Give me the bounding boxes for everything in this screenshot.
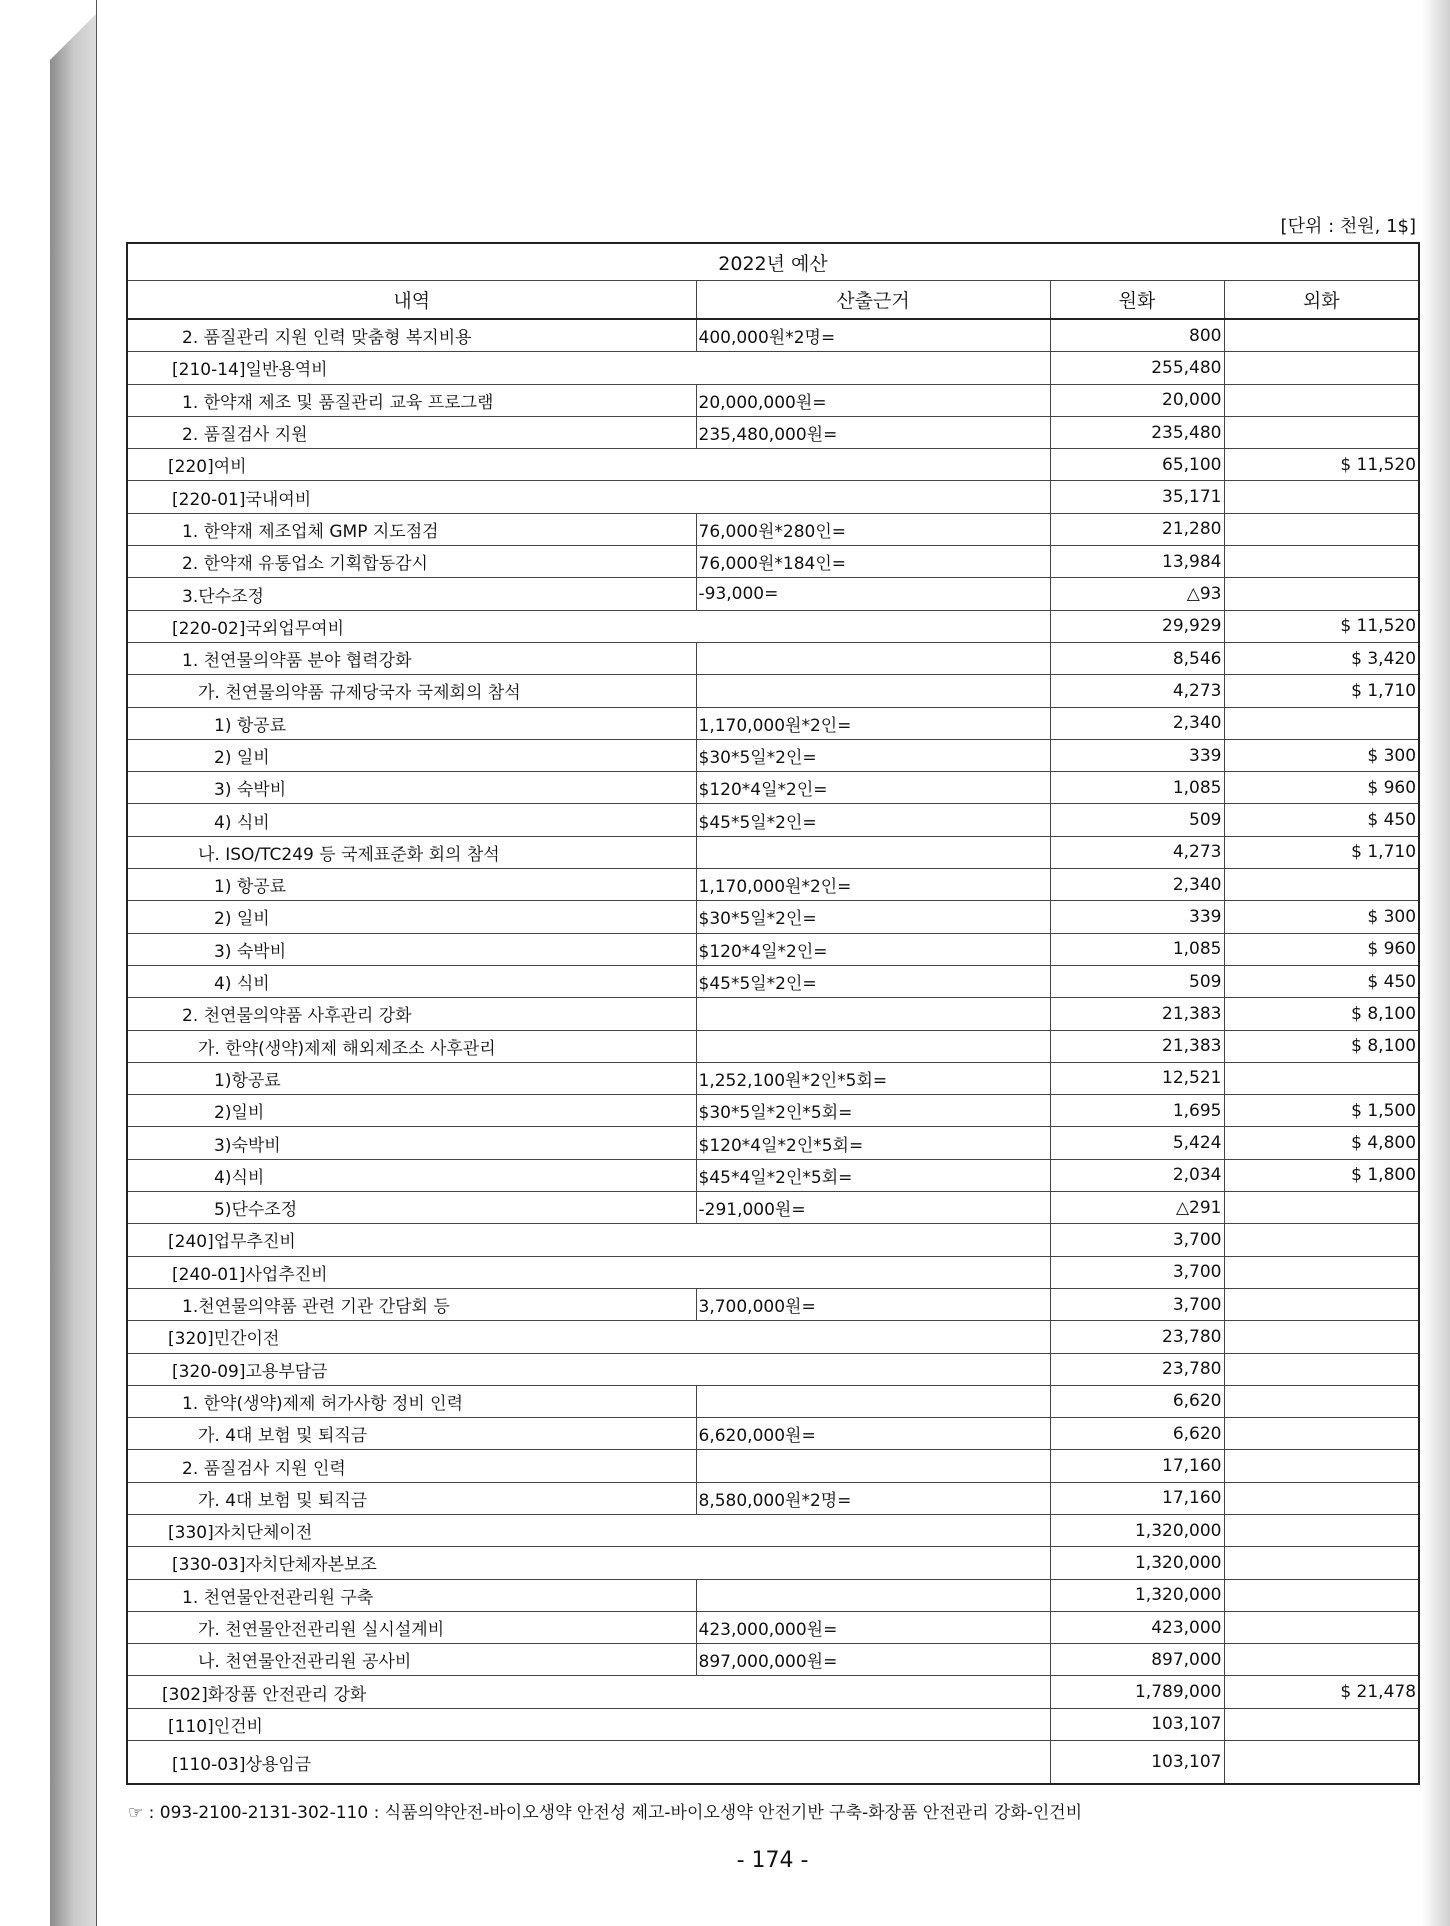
cell-krw: 2,340 — [1050, 869, 1224, 901]
cell-krw: △291 — [1050, 1192, 1224, 1224]
page-right-edge — [1422, 0, 1450, 1926]
cell-usd — [1224, 384, 1419, 416]
cell-basis: 6,620,000원= — [696, 1418, 1050, 1450]
cell-usd: $ 450 — [1224, 804, 1419, 836]
cell-item: 3) 숙박비 — [127, 933, 696, 965]
cell-item: 3.단수조정 — [127, 578, 696, 610]
table-row — [127, 1030, 1419, 1062]
cell-usd — [1224, 1450, 1419, 1482]
cell-krw: 3,700 — [1050, 1256, 1224, 1288]
cell-basis: $30*5일*2인= — [696, 739, 1050, 771]
cell-krw: 1,320,000 — [1050, 1514, 1224, 1546]
cell-basis: $30*5일*2인= — [696, 901, 1050, 933]
table-header-row — [127, 281, 1419, 320]
cell-krw: 21,383 — [1050, 1030, 1224, 1062]
cell-krw: 3,700 — [1050, 1288, 1224, 1320]
cell-krw: 13,984 — [1050, 546, 1224, 578]
cell-item: [210-14]일반용역비 — [127, 352, 1050, 384]
cell-item: 가. 한약(생약)제제 해외제조소 사후관리 — [127, 1030, 696, 1062]
table-row — [127, 675, 1419, 707]
cell-basis — [696, 998, 1050, 1030]
cell-usd — [1224, 1224, 1419, 1256]
cell-basis: $45*5일*2인= — [696, 965, 1050, 997]
cell-item: [330]자치단체이전 — [127, 1514, 1050, 1546]
table-row — [127, 1062, 1419, 1094]
table-row — [127, 1127, 1419, 1159]
cell-krw: 509 — [1050, 965, 1224, 997]
table-row — [127, 1547, 1419, 1579]
table-row — [127, 1676, 1419, 1708]
table-row — [127, 1644, 1419, 1676]
cell-krw: 1,320,000 — [1050, 1547, 1224, 1579]
table-row — [127, 772, 1419, 804]
cell-usd — [1224, 1353, 1419, 1385]
cell-usd: $ 300 — [1224, 901, 1419, 933]
cell-usd — [1224, 707, 1419, 739]
cell-item: 1. 한약재 제조업체 GMP 지도점검 — [127, 513, 696, 545]
cell-krw: 4,273 — [1050, 675, 1224, 707]
cell-basis — [696, 1385, 1050, 1417]
cell-krw: 6,620 — [1050, 1418, 1224, 1450]
cell-item: [110-03]상용임금 — [127, 1741, 1050, 1785]
cell-usd: $ 4,800 — [1224, 1127, 1419, 1159]
table-row — [127, 1418, 1419, 1450]
table-row — [127, 610, 1419, 642]
cell-krw: 1,085 — [1050, 933, 1224, 965]
cell-basis: $30*5일*2인*5회= — [696, 1095, 1050, 1127]
cell-usd — [1224, 546, 1419, 578]
cell-usd: $ 8,100 — [1224, 998, 1419, 1030]
cell-item: 2. 품질관리 지원 인력 맞춤형 복지비용 — [127, 319, 696, 352]
table-row — [127, 869, 1419, 901]
cell-krw: 1,320,000 — [1050, 1579, 1224, 1611]
cell-basis: 3,700,000원= — [696, 1288, 1050, 1320]
table-row — [127, 1482, 1419, 1514]
cell-usd: $ 960 — [1224, 933, 1419, 965]
table-row — [127, 449, 1419, 481]
unit-label: [단위 : 천원, 1$] — [1280, 216, 1416, 237]
table-title-row — [127, 243, 1419, 281]
table-body — [127, 319, 1419, 1784]
table-row — [127, 1159, 1419, 1191]
cell-usd — [1224, 1547, 1419, 1579]
table-row — [127, 707, 1419, 739]
budget-table — [126, 242, 1420, 1785]
page-number: - 174 - — [736, 1848, 809, 1873]
cell-basis: -93,000= — [696, 578, 1050, 610]
header-basis: 산출근거 — [696, 281, 1050, 320]
cell-basis — [696, 1030, 1050, 1062]
table-row — [127, 804, 1419, 836]
header-krw: 원화 — [1050, 281, 1224, 320]
cell-usd: $ 21,478 — [1224, 1676, 1419, 1708]
header-item: 내역 — [127, 281, 696, 320]
cell-basis: -291,000원= — [696, 1192, 1050, 1224]
cell-basis — [696, 836, 1050, 868]
table-row — [127, 319, 1419, 352]
table-row — [127, 513, 1419, 545]
table-row — [127, 901, 1419, 933]
table-row — [127, 1095, 1419, 1127]
cell-krw: 65,100 — [1050, 449, 1224, 481]
cell-item: 4) 식비 — [127, 804, 696, 836]
cell-krw: 2,340 — [1050, 707, 1224, 739]
cell-krw: 509 — [1050, 804, 1224, 836]
cell-basis: 1,170,000원*2인= — [696, 869, 1050, 901]
cell-item: [320]민간이전 — [127, 1321, 1050, 1353]
cell-usd — [1224, 1611, 1419, 1643]
cell-usd — [1224, 1192, 1419, 1224]
cell-krw: 800 — [1050, 319, 1224, 352]
cell-item: 2. 품질검사 지원 인력 — [127, 1450, 696, 1482]
cell-item: 가. 천연물안전관리원 실시설계비 — [127, 1611, 696, 1643]
cell-krw: 21,383 — [1050, 998, 1224, 1030]
cell-basis: 400,000원*2명= — [696, 319, 1050, 352]
cell-item: 2. 품질검사 지원 — [127, 416, 696, 448]
cell-usd — [1224, 1644, 1419, 1676]
cell-usd — [1224, 1418, 1419, 1450]
cell-basis — [696, 1579, 1050, 1611]
cell-item: 4) 식비 — [127, 965, 696, 997]
cell-krw: 339 — [1050, 901, 1224, 933]
cell-krw: 17,160 — [1050, 1450, 1224, 1482]
cell-item: [110]인건비 — [127, 1708, 1050, 1740]
cell-item: [240]업무추진비 — [127, 1224, 1050, 1256]
table-row — [127, 578, 1419, 610]
table-row — [127, 1288, 1419, 1320]
cell-item: [330-03]자치단체자본보조 — [127, 1547, 1050, 1579]
table-row — [127, 352, 1419, 384]
cell-item: 1. 한약(생약)제제 허가사항 정비 인력 — [127, 1385, 696, 1417]
cell-item: 1. 한약재 제조 및 품질관리 교육 프로그램 — [127, 384, 696, 416]
cell-item: [220-02]국외업무여비 — [127, 610, 1050, 642]
cell-item: 2. 천연물의약품 사후관리 강화 — [127, 998, 696, 1030]
cell-usd: $ 11,520 — [1224, 449, 1419, 481]
table-row — [127, 1611, 1419, 1643]
table-row — [127, 384, 1419, 416]
cell-item: 3)숙박비 — [127, 1127, 696, 1159]
cell-usd: $ 1,710 — [1224, 836, 1419, 868]
table-row — [127, 739, 1419, 771]
cell-krw: 1,789,000 — [1050, 1676, 1224, 1708]
cell-item: 2) 일비 — [127, 739, 696, 771]
cell-basis: $120*4일*2인*5회= — [696, 1127, 1050, 1159]
cell-item: 가. 4대 보험 및 퇴직금 — [127, 1418, 696, 1450]
cell-usd — [1224, 1256, 1419, 1288]
cell-krw: 8,546 — [1050, 642, 1224, 674]
table-row — [127, 1353, 1419, 1385]
cell-usd: $ 960 — [1224, 772, 1419, 804]
cell-item: [220]여비 — [127, 449, 1050, 481]
cell-krw: 1,695 — [1050, 1095, 1224, 1127]
cell-item: 2)일비 — [127, 1095, 696, 1127]
cell-item: 1) 항공료 — [127, 869, 696, 901]
cell-usd — [1224, 513, 1419, 545]
table-row — [127, 1708, 1419, 1740]
cell-krw: 4,273 — [1050, 836, 1224, 868]
cell-krw: △93 — [1050, 578, 1224, 610]
cell-usd — [1224, 319, 1419, 352]
cell-item: 1.천연물의약품 관련 기관 간담회 등 — [127, 1288, 696, 1320]
cell-basis: 235,480,000원= — [696, 416, 1050, 448]
cell-item: 가. 4대 보험 및 퇴직금 — [127, 1482, 696, 1514]
cell-basis — [696, 1450, 1050, 1482]
cell-item: 1. 천연물안전관리원 구축 — [127, 1579, 696, 1611]
cell-usd — [1224, 1321, 1419, 1353]
cell-usd: $ 1,800 — [1224, 1159, 1419, 1191]
cell-usd — [1224, 1514, 1419, 1546]
cell-krw: 2,034 — [1050, 1159, 1224, 1191]
cell-item: 1) 항공료 — [127, 707, 696, 739]
cell-basis: 76,000원*184인= — [696, 546, 1050, 578]
cell-item: 나. ISO/TC249 등 국제표준화 회의 참석 — [127, 836, 696, 868]
cell-krw: 35,171 — [1050, 481, 1224, 513]
cell-basis: 1,170,000원*2인= — [696, 707, 1050, 739]
cell-krw: 1,085 — [1050, 772, 1224, 804]
cell-basis: $120*4일*2인= — [696, 933, 1050, 965]
cell-krw: 12,521 — [1050, 1062, 1224, 1094]
cell-krw: 23,780 — [1050, 1321, 1224, 1353]
cell-krw: 339 — [1050, 739, 1224, 771]
cell-usd — [1224, 1741, 1419, 1785]
cell-krw: 235,480 — [1050, 416, 1224, 448]
cell-item: 1)항공료 — [127, 1062, 696, 1094]
table-row — [127, 965, 1419, 997]
cell-item: 2) 일비 — [127, 901, 696, 933]
cell-basis: 8,580,000원*2명= — [696, 1482, 1050, 1514]
header-usd: 외화 — [1224, 281, 1419, 320]
cell-usd — [1224, 869, 1419, 901]
table-row — [127, 1385, 1419, 1417]
cell-usd — [1224, 1579, 1419, 1611]
cell-item: [302]화장품 안전관리 강화 — [127, 1676, 1050, 1708]
table-row — [127, 1256, 1419, 1288]
cell-krw: 103,107 — [1050, 1741, 1224, 1785]
table-row — [127, 416, 1419, 448]
cell-usd — [1224, 1482, 1419, 1514]
cell-item: 1. 천연물의약품 분야 협력강화 — [127, 642, 696, 674]
cell-basis: $45*5일*2인= — [696, 804, 1050, 836]
cell-krw: 21,280 — [1050, 513, 1224, 545]
cell-usd — [1224, 1385, 1419, 1417]
cell-item: 5)단수조정 — [127, 1192, 696, 1224]
table-row — [127, 1321, 1419, 1353]
cell-item: 3) 숙박비 — [127, 772, 696, 804]
table-row — [127, 933, 1419, 965]
cell-krw: 103,107 — [1050, 1708, 1224, 1740]
table-row — [127, 481, 1419, 513]
cell-usd — [1224, 416, 1419, 448]
cell-krw: 29,929 — [1050, 610, 1224, 642]
cell-usd: $ 450 — [1224, 965, 1419, 997]
cell-usd — [1224, 352, 1419, 384]
table-row — [127, 1192, 1419, 1224]
cell-usd: $ 3,420 — [1224, 642, 1419, 674]
table-row — [127, 1741, 1419, 1785]
cell-krw: 6,620 — [1050, 1385, 1224, 1417]
table-row — [127, 1224, 1419, 1256]
cell-item: 나. 천연물안전관리원 공사비 — [127, 1644, 696, 1676]
cell-krw: 423,000 — [1050, 1611, 1224, 1643]
cell-basis: 897,000,000원= — [696, 1644, 1050, 1676]
cell-item: 2. 한약재 유통업소 기획합동감시 — [127, 546, 696, 578]
cell-item: 가. 천연물의약품 규제당국자 국제회의 참석 — [127, 675, 696, 707]
cell-usd: $ 8,100 — [1224, 1030, 1419, 1062]
cell-krw: 17,160 — [1050, 1482, 1224, 1514]
cell-usd — [1224, 1708, 1419, 1740]
cell-krw: 20,000 — [1050, 384, 1224, 416]
table-row — [127, 546, 1419, 578]
cell-basis — [696, 642, 1050, 674]
cell-basis: 423,000,000원= — [696, 1611, 1050, 1643]
cell-usd: $ 300 — [1224, 739, 1419, 771]
cell-basis: $120*4일*2인= — [696, 772, 1050, 804]
table-row — [127, 998, 1419, 1030]
table-row — [127, 836, 1419, 868]
cell-item: [220-01]국내여비 — [127, 481, 1050, 513]
table-title: 2022년 예산 — [127, 243, 1419, 281]
table-row — [127, 1579, 1419, 1611]
cell-basis: 76,000원*280인= — [696, 513, 1050, 545]
cell-basis: $45*4일*2인*5회= — [696, 1159, 1050, 1191]
cell-krw: 23,780 — [1050, 1353, 1224, 1385]
table-row — [127, 642, 1419, 674]
cell-usd — [1224, 481, 1419, 513]
table-row — [127, 1450, 1419, 1482]
cell-krw: 5,424 — [1050, 1127, 1224, 1159]
cell-item: 4)식비 — [127, 1159, 696, 1191]
cell-item: [240-01]사업추진비 — [127, 1256, 1050, 1288]
cell-usd — [1224, 1288, 1419, 1320]
cell-usd — [1224, 578, 1419, 610]
cell-krw: 897,000 — [1050, 1644, 1224, 1676]
cell-basis: 20,000,000원= — [696, 384, 1050, 416]
cell-usd: $ 1,710 — [1224, 675, 1419, 707]
footnote: ☞ : 093-2100-2131-302-110 : 식품의약안전-바이오생약 안전성 제고-바이오생약 안전기반 구축-화장품 안전관리 강화-인건비 — [128, 1803, 1083, 1823]
cell-basis — [696, 675, 1050, 707]
cell-usd: $ 1,500 — [1224, 1095, 1419, 1127]
cell-usd — [1224, 1062, 1419, 1094]
cell-krw: 255,480 — [1050, 352, 1224, 384]
cell-krw: 3,700 — [1050, 1224, 1224, 1256]
table-row — [127, 1514, 1419, 1546]
cell-basis: 1,252,100원*2인*5회= — [696, 1062, 1050, 1094]
cell-item: [320-09]고용부담금 — [127, 1353, 1050, 1385]
cell-usd: $ 11,520 — [1224, 610, 1419, 642]
